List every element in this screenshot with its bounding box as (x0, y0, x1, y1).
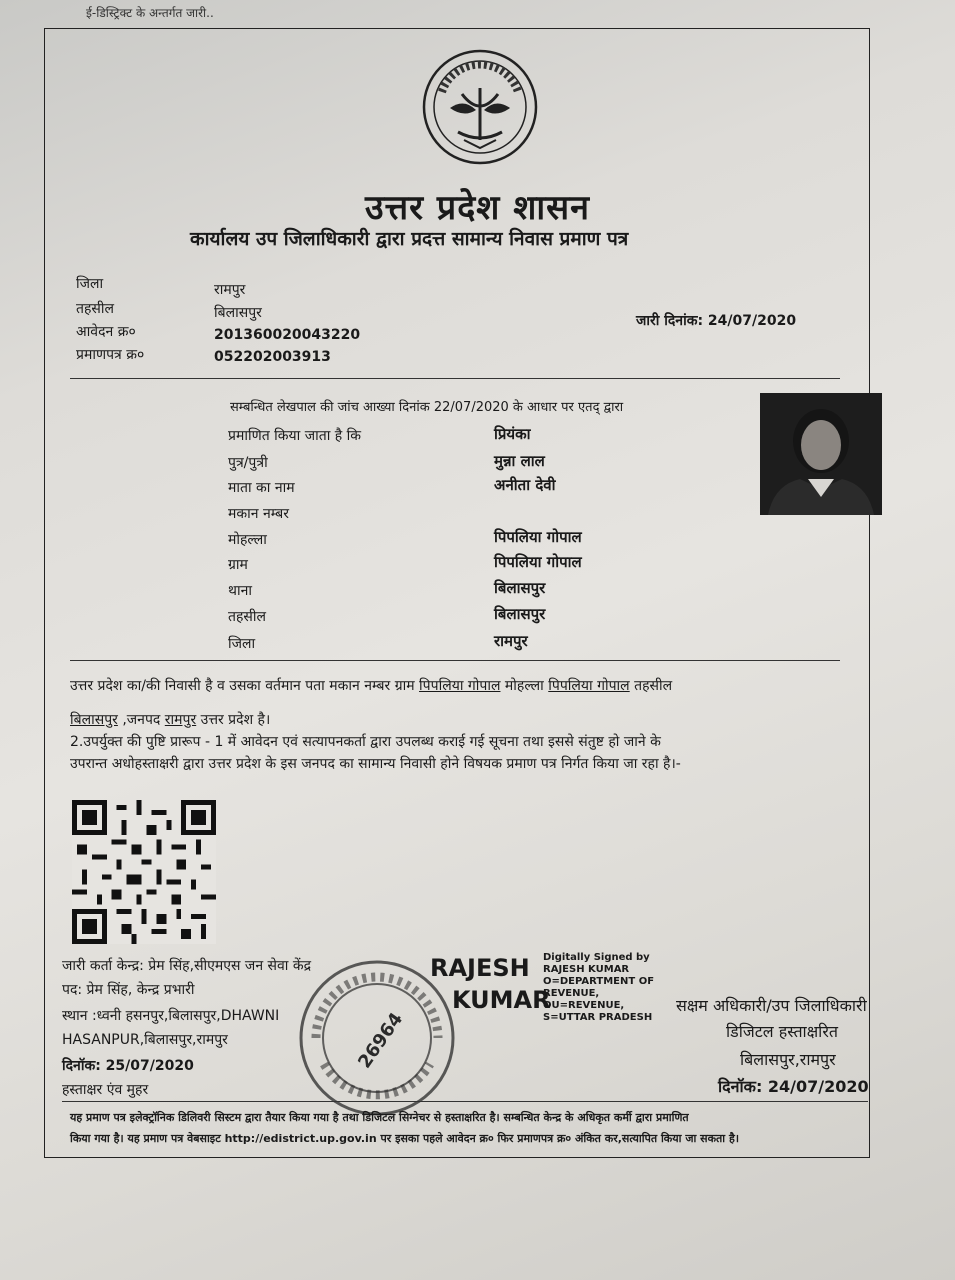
applicant-photo (760, 393, 882, 515)
application-label: आवेदन क्र० (76, 324, 136, 340)
field-value: बिलासपुर (494, 579, 546, 597)
confirmation-line-2: उपरान्त अधोहस्ताक्षरी द्वारा उत्तर प्रदेश के इस जनपद का सामान्य निवासी होने विषयक प्रमाण पत्र निर्गत किया जा रहा है।- (70, 756, 681, 772)
field-label: प्रमाणित किया जाता है कि (228, 428, 362, 444)
residence-text: उत्तर प्रदेश है। (196, 712, 271, 728)
field-value: पिपलिया गोपाल (494, 553, 582, 571)
signer-name (430, 952, 551, 1016)
district-value: रामपुर (214, 282, 246, 298)
field-value: अनीता देवी (494, 476, 556, 494)
residence-text: तहसील (629, 678, 673, 694)
digital-signature-line: OU=REVENUE, (543, 1000, 625, 1011)
divider (70, 378, 840, 379)
field-label: थाना (228, 583, 252, 599)
signer-last-name: KUMAR (452, 986, 551, 1014)
district-name: रामपुर (164, 712, 197, 728)
field-value: रामपुर (494, 632, 528, 650)
field-value: पिपलिया गोपाल (494, 528, 582, 546)
certificate-number: 052202003913 (214, 349, 331, 365)
field-label: पुत्र/पुत्री (228, 455, 268, 471)
field-label: माता का नाम (228, 480, 295, 496)
document-subtitle: कार्यालय उप जिलाधिकारी द्वारा प्रदत्त सामान्य निवास प्रमाण पत्र (190, 228, 629, 250)
tehsil-value: बिलासपुर (214, 305, 262, 321)
village-name: पिपलिया गोपाल (419, 678, 501, 694)
digital-signature-block (543, 952, 654, 1024)
field-label: तहसील (228, 609, 266, 625)
field-label: मोहल्ला (228, 532, 267, 548)
application-number: 201360020043220 (214, 327, 361, 343)
district-label: जिला (76, 276, 104, 292)
qr-code-icon (72, 800, 216, 944)
field-value: मुन्ना लाल (494, 452, 545, 470)
footer-line-2: किया गया है। यह प्रमाण पत्र वेबसाइट http://edistrict.up.gov.in पर इसका पहले आवेदन क्र० फिर प्रमाणपत्र क्र० अंकित कर,सत्यापित किया जा सकता है। (70, 1132, 739, 1145)
authority-signed: डिजिटल हस्ताक्षरित (726, 1022, 838, 1041)
issuer-center: जारी कर्ता केन्द्र: प्रेम सिंह,सीएमएस जन सेवा केंद्र (62, 958, 312, 974)
issuer-place-2: HASANPUR,बिलासपुर,रामपुर (62, 1032, 228, 1048)
residence-line-1 (70, 676, 672, 695)
tehsil-label: तहसील (76, 301, 114, 317)
issuer-place: स्थान :ध्वनी हसनपुर,बिलासपुर,DHAWNI (62, 1008, 280, 1024)
digital-signature-line: Digitally Signed by (543, 952, 650, 963)
digital-signature-line: S=UTTAR PRADESH (543, 1012, 653, 1023)
field-label: मकान नम्बर (228, 506, 290, 522)
authority-place: बिलासपुर,रामपुर (740, 1050, 836, 1069)
signer-first-name: RAJESH (430, 954, 530, 982)
verification-intro: सम्बन्धित लेखपाल की जांच आख्या दिनांक 22/07/2020 के आधार पर एतद् द्वारा (230, 400, 624, 415)
issuer-post: पद: प्रेम सिंह, केन्द्र प्रभारी (62, 982, 195, 998)
residence-text: मोहल्ला (500, 678, 549, 694)
issuer-date: दिनॉक: 25/07/2020 (62, 1058, 194, 1074)
digital-signature-line: REVENUE, (543, 988, 600, 999)
digital-signature-line: O=DEPARTMENT OF (543, 976, 655, 987)
field-value: बिलासपुर (494, 605, 546, 623)
confirmation-line-1: 2.उपर्युक्त की पुष्टि प्रारूप - 1 में आवेदन एवं सत्यापनकर्ता द्वारा उपलब्ध कराई गई सूचना तथा इससे संतुष्ट हो जाने के (70, 734, 661, 750)
authority-title: सक्षम अधिकारी/उप जिलाधिकारी (676, 996, 867, 1015)
field-label: ग्राम (228, 557, 248, 573)
residence-line-2 (70, 710, 270, 729)
document-title: उत्तर प्रदेश शासन (364, 188, 590, 228)
digital-signature-line: RAJESH KUMAR (543, 964, 630, 975)
issue-date: जारी दिनांक: 24/07/2020 (636, 313, 797, 329)
tehsil-name: बिलासपुर (70, 712, 118, 728)
field-label: जिला (228, 636, 256, 652)
residence-text: ,जनपद (117, 712, 165, 728)
footer-line-1: यह प्रमाण पत्र इलेक्ट्रॉनिक डिलिवरी सिस्टम द्वारा तैयार किया गया है तथा डिजिटल सिग्नेचर से हस्ताक्षरित है। सम्बन्धित केन्द्र के अधिकृत कर्मी द्वारा प्रमाणित (70, 1111, 689, 1124)
divider (62, 1101, 868, 1102)
authority-date: दिनॉक: 24/07/2020 (718, 1077, 869, 1096)
residence-text: उत्तर प्रदेश का/की निवासी है व उसका वर्तमान पता मकान नम्बर ग्राम (70, 678, 420, 694)
top-note: ई-डिस्ट्रिक्ट के अन्तर्गत जारी.. (86, 6, 214, 20)
field-value: प्रियंका (494, 425, 531, 443)
certificate-label: प्रमाणपत्र क्र० (76, 347, 145, 363)
divider (70, 660, 840, 661)
issuer-sign-label: हस्ताक्षर एंव मुहर (62, 1082, 149, 1098)
locality-name: पिपलिया गोपाल (548, 678, 630, 694)
up-government-emblem-icon (420, 48, 540, 166)
stamp-number: 26964 (354, 1008, 408, 1073)
